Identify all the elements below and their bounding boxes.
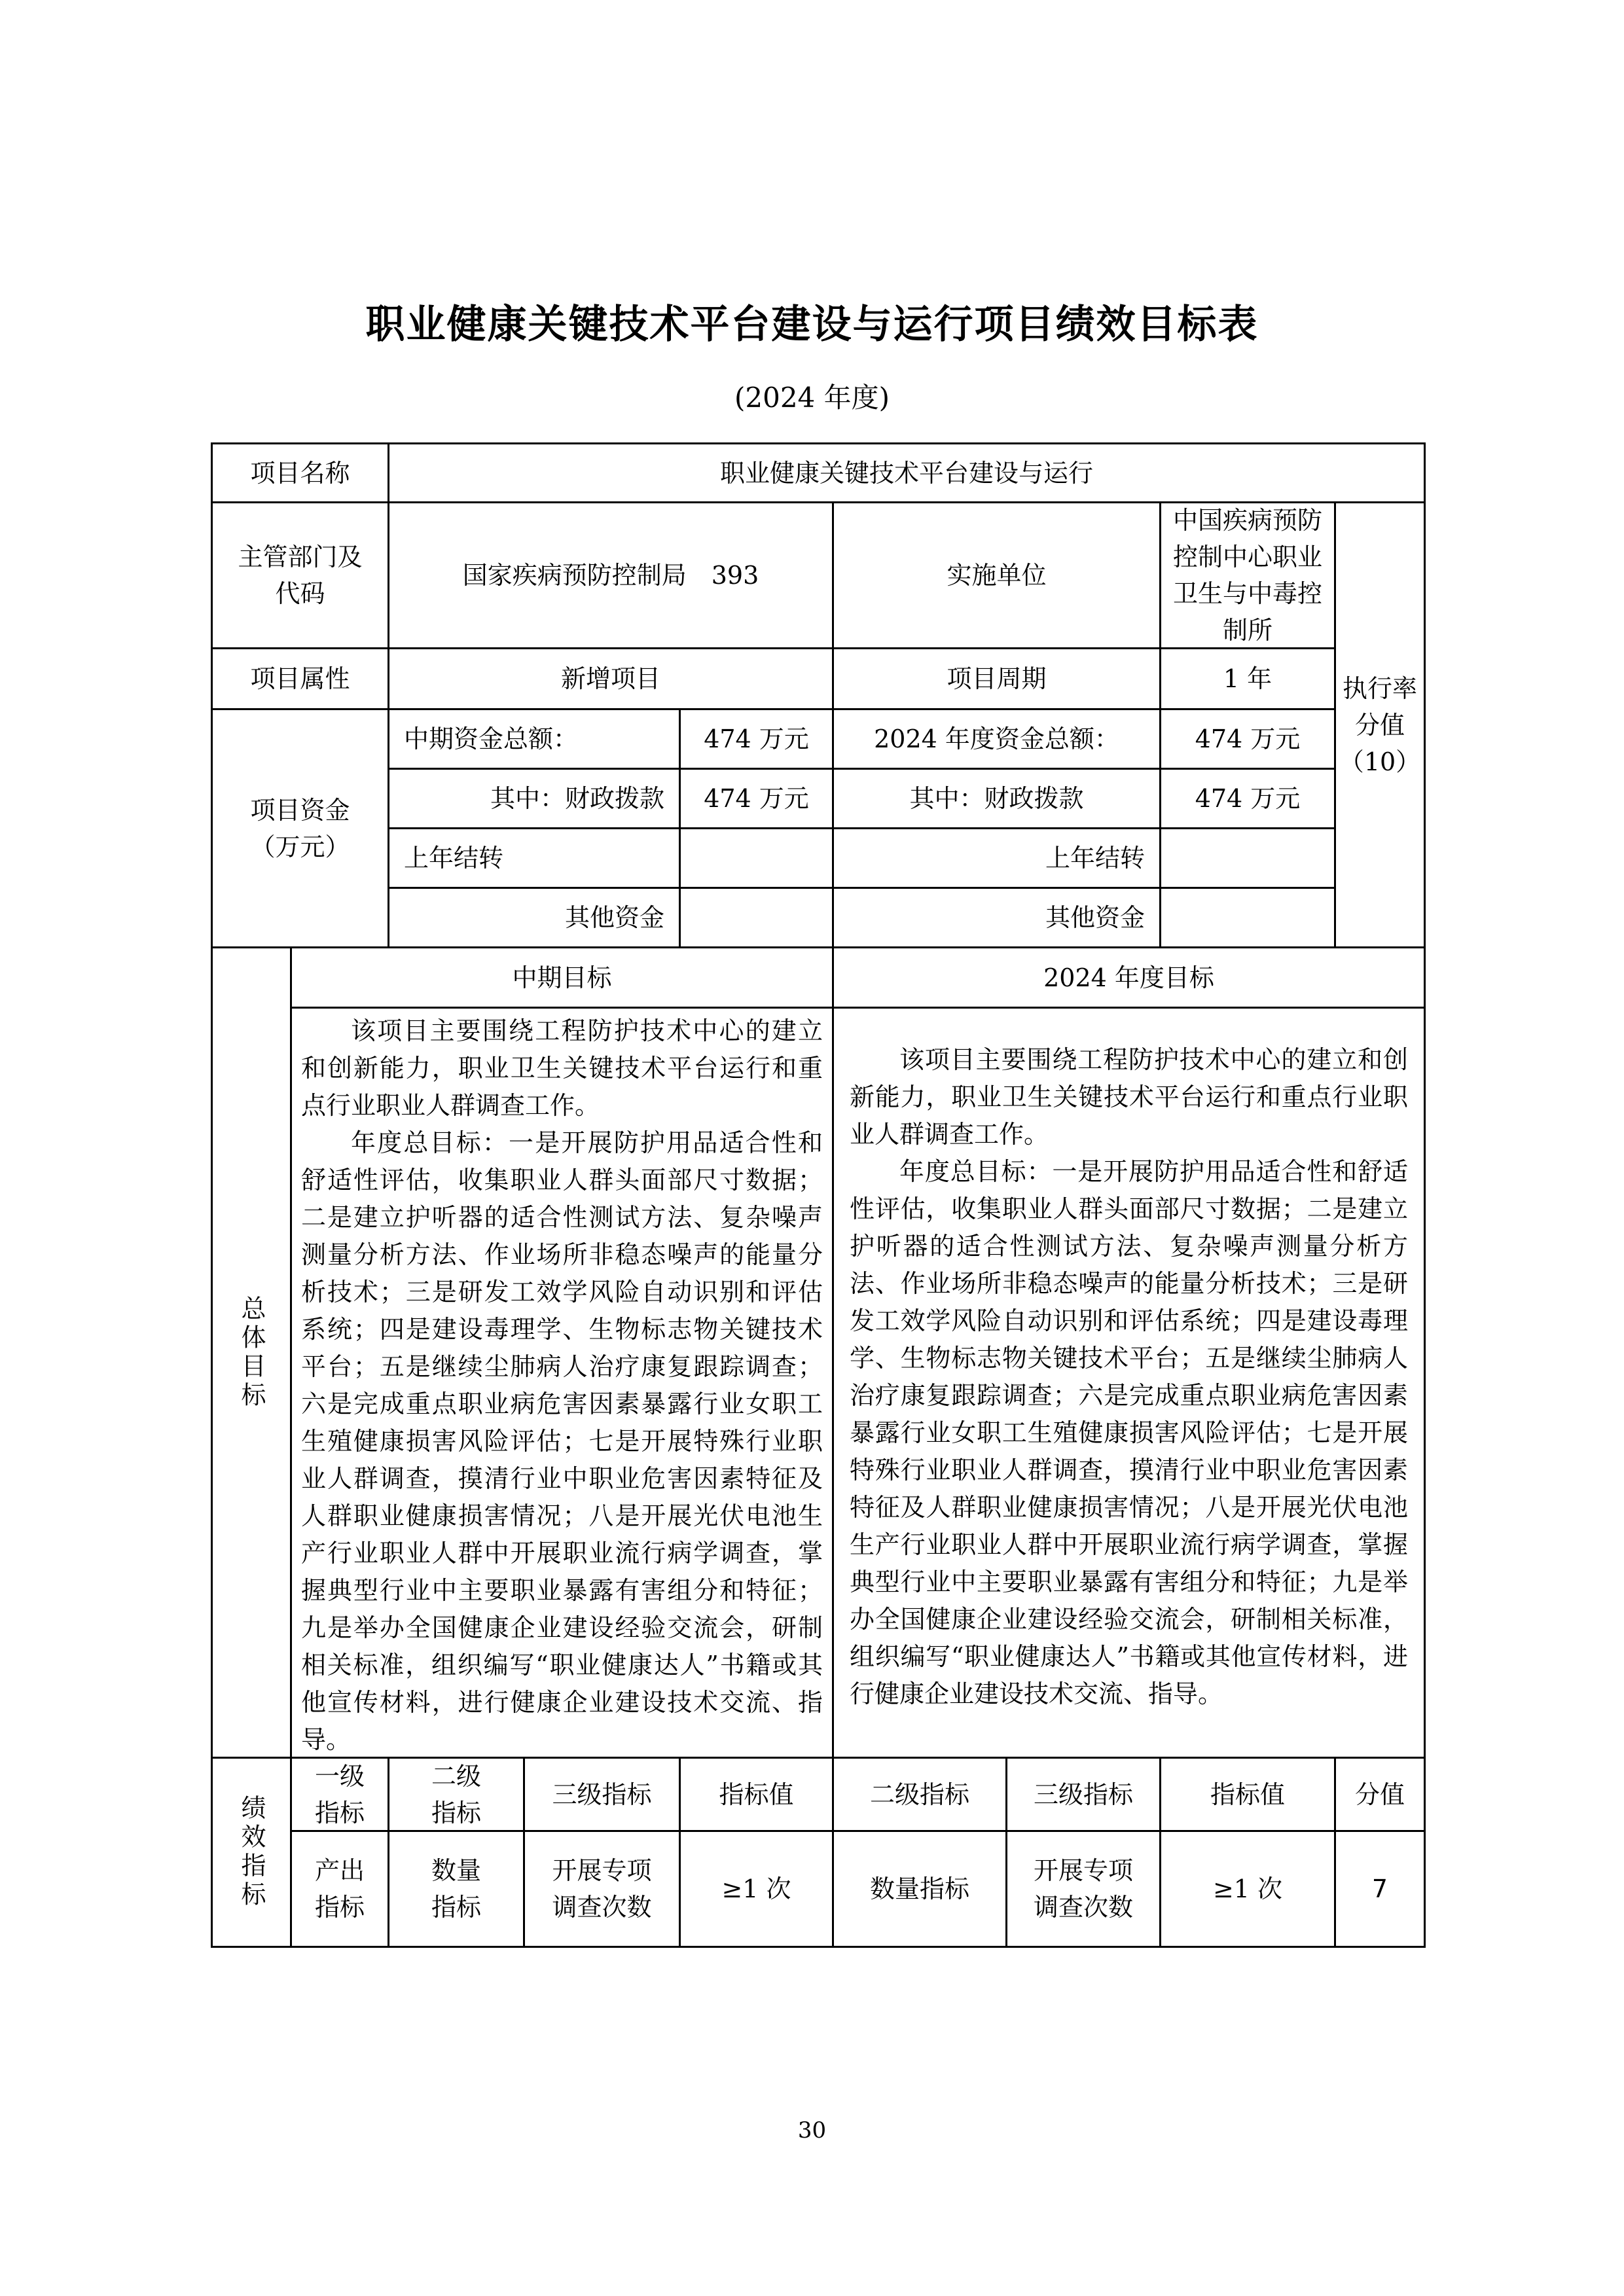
annual-fiscal-label: 其中：财政拨款 <box>909 784 1084 813</box>
header-indicator-value-mid: 指标值 <box>719 1780 794 1809</box>
project-cycle-value: 1 年 <box>1223 664 1272 693</box>
performance-indicators-label: 绩效指标 <box>237 1795 266 1910</box>
implementing-unit-label: 实施单位 <box>947 561 1047 590</box>
header-level2-indicator-annual: 二级指标 <box>869 1780 969 1809</box>
project-attribute-value: 新增项目 <box>560 664 660 693</box>
department-value: 国家疾病预防控制局 393 <box>462 561 759 590</box>
row1-level3-indicator-mid: 开展专项调查次数 <box>552 1856 652 1922</box>
mid-term-goal-text <box>292 1013 832 1759</box>
header-level2-indicator-mid: 二级指标 <box>431 1761 481 1827</box>
project-attribute-label: 项目属性 <box>250 664 350 693</box>
row1-level2-indicator-annual: 数量指标 <box>869 1874 969 1903</box>
header-score: 分值 <box>1354 1780 1405 1809</box>
header-level1-indicator: 一级指标 <box>314 1761 365 1827</box>
mid-term-goal-intro: 该项目主要围绕工程防护技术中心的建立和创新能力，职业卫生关键技术平台运行和重点行业职业人群调查工作。 <box>301 1016 823 1120</box>
annual-fiscal-value: 474 万元 <box>1195 784 1301 813</box>
department-label: 主管部门及代码 <box>238 543 363 608</box>
document-subtitle: (2024 年度) <box>734 382 890 414</box>
project-name-label: 项目名称 <box>250 458 350 488</box>
row1-level3-indicator-annual: 开展专项调查次数 <box>1033 1856 1133 1922</box>
project-funds-label: 项目资金（万元） <box>250 795 350 861</box>
performance-target-table <box>211 442 1426 1948</box>
annual-goal-text <box>834 1041 1424 1713</box>
annual-other-funds-label: 其他资金 <box>1045 903 1145 932</box>
execution-rate-score-label: 执行率分值（10） <box>1339 673 1421 776</box>
header-indicator-value-annual: 指标值 <box>1210 1780 1285 1809</box>
implementing-unit-value: 中国疾病预防控制中心职业卫生与中毒控制所 <box>1173 506 1323 645</box>
row1-level2-indicator-mid: 数量指标 <box>431 1856 481 1922</box>
mid-term-goal-detail: 年度总目标：一是开展防护用品适合性和舒适性评估，收集职业人群头面部尺寸数据；二是建立护听器的适合性测试方法、复杂噪声测量分析方法、作业场所非稳态噪声的能量分析技术；三是研发工效学风险自动识别和评估系统；四是建设毒理学、生物标志物关键技术平台；五是继续尘肺病人治疗康复跟踪调查；六是完成重点职业病危害因素暴露行业女职工生殖健康损害风险评估；七是开展特殊行业职业人群调查，摸清行业中职业危害因素特征及人群职业健康损害情况；八是开展光伏电池生产行业职业人群中开展职业流行病学调查，掌握典型行业中主要职业暴露有害组分和特征；九是举办全国健康企业建设经验交流会，研制相关标准，组织编写“职业健康达人”书籍或其他宣传材料，进行健康企业建设技术交流、指导。 <box>301 1128 823 1754</box>
header-level3-indicator-annual: 三级指标 <box>1033 1780 1133 1809</box>
mid-term-total-label: 中期资金总额： <box>404 725 579 753</box>
row1-level1-indicator: 产出指标 <box>314 1856 365 1922</box>
page-number: 30 <box>797 2117 827 2144</box>
table-rule <box>290 1007 1424 1009</box>
mid-term-fiscal-value: 474 万元 <box>704 784 809 813</box>
annual-total-label: 2024 年度资金总额： <box>874 725 1119 753</box>
row1-indicator-value-annual: ≥1 次 <box>1212 1874 1283 1903</box>
mid-term-other-funds-label: 其他资金 <box>564 903 664 932</box>
annual-carryover-label: 上年结转 <box>1045 844 1145 872</box>
project-name-value: 职业健康关键技术平台建设与运行 <box>719 458 1093 488</box>
mid-term-total-value: 474 万元 <box>704 725 809 753</box>
document-title: 职业健康关键技术平台建设与运行项目绩效目标表 <box>365 302 1259 348</box>
row1-score: 7 <box>1371 1874 1388 1903</box>
mid-term-carryover-label: 上年结转 <box>404 844 504 872</box>
annual-goal-detail: 年度总目标：一是开展防护用品适合性和舒适性评估，收集职业人群头面部尺寸数据；二是建立护听器的适合性测试方法、复杂噪声测量分析方法、作业场所非稳态噪声的能量分析技术；三是研发工效学风险自动识别和评估系统；四是建设毒理学、生物标志物关键技术平台；五是继续尘肺病人治疗康复跟踪调查；六是完成重点职业病危害因素暴露行业女职工生殖健康损害风险评估；七是开展特殊行业职业人群调查，摸清行业中职业危害因素特征及人群职业健康损害情况；八是开展光伏电池生产行业职业人群中开展职业流行病学调查，掌握典型行业中主要职业暴露有害组分和特征；九是举办全国健康企业建设经验交流会，研制相关标准，组织编写“职业健康达人”书籍或其他宣传材料，进行健康企业建设技术交流、指导。 <box>850 1157 1408 1708</box>
annual-goal-header: 2024 年度目标 <box>1043 963 1214 992</box>
overall-goals-label: 总体目标 <box>237 1295 266 1410</box>
mid-term-fiscal-label: 其中：财政拨款 <box>490 784 664 813</box>
header-level3-indicator-mid: 三级指标 <box>552 1780 652 1809</box>
annual-goal-intro: 该项目主要围绕工程防护技术中心的建立和创新能力，职业卫生关键技术平台运行和重点行业职业人群调查工作。 <box>850 1045 1408 1149</box>
row1-indicator-value-mid: ≥1 次 <box>721 1874 791 1903</box>
annual-total-value: 474 万元 <box>1195 725 1301 753</box>
project-cycle-label: 项目周期 <box>947 664 1047 693</box>
mid-term-goal-header: 中期目标 <box>512 963 612 992</box>
